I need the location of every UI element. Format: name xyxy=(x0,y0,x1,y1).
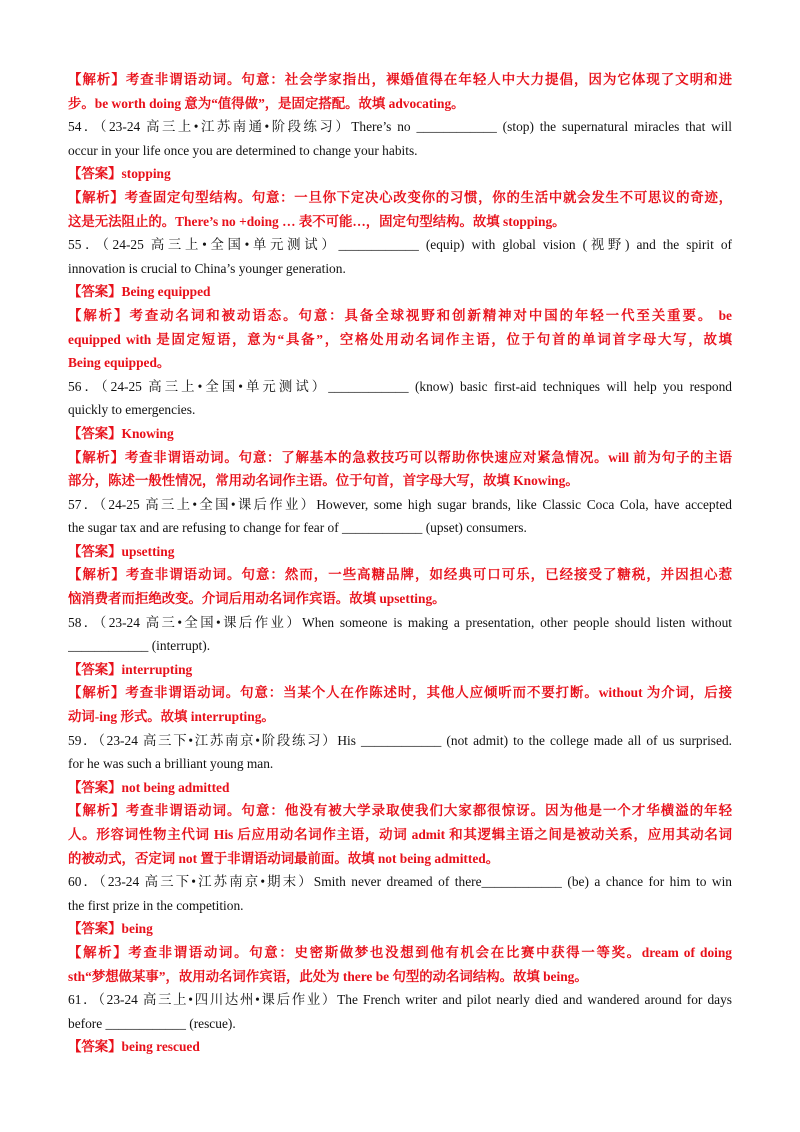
explanation-line: 恼消费者而拒绝改变。介词后用动名词作宾语。故填 upsetting。 xyxy=(68,591,446,607)
question-line: 54．（23-24 高三上•江苏南通•阶段练习）There’s no ____________ (stop) the supernatural miracles that will xyxy=(68,119,732,135)
question-line: 59．（23-24 高三下•江苏南京•阶段练习）His ____________ (not admit) to the college made all of us surprised. xyxy=(68,732,732,748)
explanation-line: 【解析】考查非谓语动词。句意：当某个人在作陈述时，其他人应倾听而不要打断。without 为介词，后接 xyxy=(68,685,732,701)
explanation-line: 【解析】考查非谓语动词。句意：了解基本的急救技巧可以帮助你快速应对紧急情况。will 前为句子的主语 xyxy=(68,449,732,465)
exercise-page xyxy=(68,68,732,1059)
explanation-line: 【解析】考查非谓语动词。句意：他没有被大学录取使我们大家都很惊讶。因为他是一个才华横溢的年轻 xyxy=(68,803,732,819)
question-line: 55．（24-25 高三上•全国•单元测试）____________ (equip) with global vision (视野) and the spirit of xyxy=(68,237,732,253)
question-line: 61．（23-24 高三上•四川达州•课后作业）The French writer and pilot nearly died and wandered around for days xyxy=(68,992,732,1008)
question-line: ____________ (interrupt). xyxy=(68,638,211,654)
explanation-line: sth“梦想做某事”，故用动名词作宾语，此处为 there be 句型的动名词结构。故填 being。 xyxy=(68,968,588,984)
answer-line: 【答案】not being admitted xyxy=(68,779,230,795)
explanation-line: 步。be worth doing 意为“值得做”，是固定搭配。故填 advocating。 xyxy=(68,95,465,111)
explanation-line: 部分，陈述一般性情况，常用动名词作主语。位于句首，首字母大写，故填 Knowing。 xyxy=(68,473,579,489)
answer-line: 【答案】being xyxy=(68,921,153,937)
question-line: occur in your life once you are determined to change your habits. xyxy=(68,142,418,158)
answer-line: 【答案】interrupting xyxy=(68,661,193,677)
explanation-line: 动词-ing 形式。故填 interrupting。 xyxy=(68,709,275,725)
question-line: before ____________ (rescue). xyxy=(68,1015,236,1031)
explanation-line: 【解析】考查动名词和被动语态。句意：具备全球视野和创新精神对中国的年轻一代至关重要。 be xyxy=(68,307,732,323)
answer-line: 【答案】being rescued xyxy=(68,1039,200,1055)
explanation-line: 【解析】考查非谓语动词。句意：然而，一些高糖品牌，如经典可口可乐，已经接受了糖税，并因担心惹 xyxy=(68,567,732,583)
explanation-line: 【解析】考查固定句型结构。句意：一旦你下定决心改变你的习惯，你的生活中就会发生不可思议的奇迹， xyxy=(68,189,732,205)
explanation-line: 【解析】考查非谓语动词。句意：史密斯做梦也没想到他有机会在比赛中获得一等奖。dream of doing xyxy=(68,944,732,960)
question-line: innovation is crucial to China’s younger generation. xyxy=(68,260,346,276)
answer-line: 【答案】upsetting xyxy=(68,543,175,559)
answer-line: 【答案】Knowing xyxy=(68,425,174,441)
question-line: 56．（24-25 高三上•全国•单元测试）____________ (know) basic first-aid techniques will help you respond xyxy=(68,378,732,394)
explanation-line: equipped with 是固定短语，意为“具备”，空格处用动名词作主语，位于句首的单词首字母大写，故填 xyxy=(68,331,732,347)
question-line: 57．（24-25 高三上•全国•课后作业）However, some high sugar brands, like Classic Coca Cola, have accepted xyxy=(68,496,732,512)
explanation-line: 这是无法阻止的。There’s no +doing … 表不可能…，固定句型结构。故填 stopping。 xyxy=(68,213,566,229)
explanation-line: 人。形容词性物主代词 His 后应用动名词作主语，动词 admit 和其逻辑主语之间是被动关系，应用其动名词 xyxy=(68,827,732,842)
answer-line: 【答案】stopping xyxy=(68,166,171,182)
question-line: the sugar tax and are refusing to change for fear of ____________ (upset) consumers. xyxy=(68,520,527,536)
question-line: 58．（23-24 高三•全国•课后作业）When someone is making a presentation, other people should listen without xyxy=(68,614,732,630)
question-line: 60．（23-24 高三下•江苏南京•期末）Smith never dreamed of there____________ (be) a chance for him to win xyxy=(68,874,732,890)
explanation-line: 【解析】考查非谓语动词。句意：社会学家指出，裸婚值得在年轻人中大力提倡，因为它体现了文明和进 xyxy=(68,72,732,87)
explanation-line: 的被动式，否定词 not 置于非谓语动词最前面。故填 not being admitted。 xyxy=(68,850,500,866)
explanation-line: Being equipped。 xyxy=(68,355,171,371)
question-line: quickly to emergencies. xyxy=(68,402,196,418)
question-line: the first prize in the competition. xyxy=(68,897,244,913)
answer-line: 【答案】Being equipped xyxy=(68,284,211,300)
question-line: for he was such a brilliant young man. xyxy=(68,756,274,772)
